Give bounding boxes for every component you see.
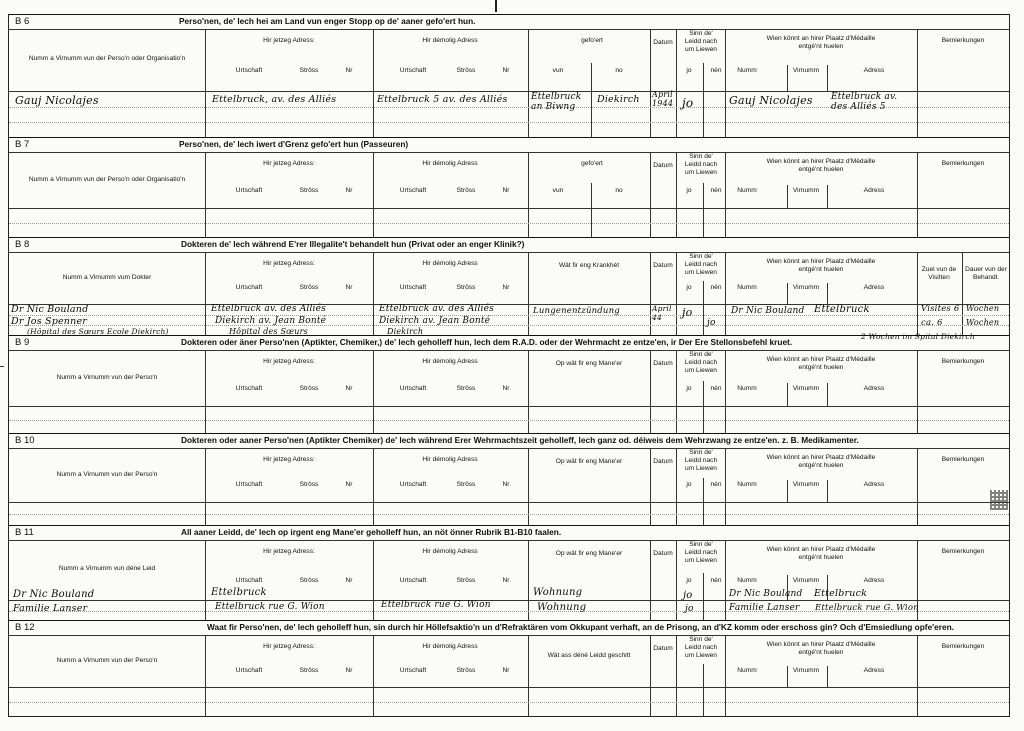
current-address-label: Hir jetzeg Adress: bbox=[263, 456, 315, 463]
date-label: Datum bbox=[653, 550, 673, 557]
medal-name-label: Numm bbox=[737, 481, 757, 489]
b6-medal-name-entry: Gauj Nicolajes bbox=[729, 94, 813, 107]
number-label: Nr bbox=[345, 667, 353, 675]
b6-former-address-entry: Ettelbruck 5 av. des Alliés bbox=[377, 94, 508, 105]
city-label: Urtschaft bbox=[399, 577, 427, 585]
number-label: Nr bbox=[502, 577, 510, 585]
extra-column-label: Op wät fir eng Mane'er bbox=[555, 458, 623, 465]
column-divider bbox=[528, 152, 529, 238]
helped-label: Leidd nach bbox=[684, 549, 718, 556]
name-column-label: Numm a Virnumm vun der Perso'n bbox=[56, 373, 158, 381]
remarks-label: Bemierkungen bbox=[941, 37, 985, 44]
former-address-label: Hir démolig Adress bbox=[422, 643, 478, 650]
b8-name-entry: Dr Nic Bouland bbox=[11, 304, 89, 315]
number-label: Nr bbox=[502, 667, 510, 675]
section-code: B 7 bbox=[15, 139, 30, 150]
binder-mark bbox=[495, 0, 497, 12]
column-divider bbox=[725, 540, 726, 621]
yes-no-divider bbox=[703, 381, 704, 434]
b6-from-entry: Ettelbruck an Biwng bbox=[531, 92, 582, 112]
number-label: Nr bbox=[345, 384, 353, 392]
b8-current-address-entry: Hôpital des Sœurs bbox=[229, 327, 308, 336]
city-label: Urtschaft bbox=[235, 186, 263, 194]
column-divider bbox=[373, 635, 374, 717]
medal-subdivider bbox=[787, 480, 788, 502]
no-label: nén bbox=[710, 577, 722, 585]
yes-no-divider bbox=[703, 281, 704, 336]
column-divider bbox=[373, 252, 374, 336]
remarks-label: Bemierkungen bbox=[941, 643, 985, 650]
extra-column-label: Wät fir eng Krankhét bbox=[558, 262, 620, 269]
b8-current-address-entry: Diekirch av. Jean Bonté bbox=[215, 316, 327, 326]
medal-name-label: Numm bbox=[737, 384, 757, 392]
medal-firstname-label: Virnumm bbox=[792, 186, 820, 194]
column-divider bbox=[528, 540, 529, 621]
yes-label: jo bbox=[686, 481, 692, 489]
header-row-divider bbox=[9, 687, 1009, 688]
medal-name-label: Numm bbox=[737, 577, 757, 585]
medal-firstname-label: Virnumm bbox=[792, 481, 820, 489]
column-divider bbox=[528, 350, 529, 434]
section-code: B 6 bbox=[15, 16, 30, 27]
city-label: Urtschaft bbox=[399, 284, 427, 292]
number-label: Nr bbox=[502, 186, 510, 194]
column-divider bbox=[205, 350, 206, 434]
transported-label: gefo'ert bbox=[581, 160, 603, 167]
helped-label: um Liewen bbox=[685, 169, 717, 176]
b8-visits-entry: ca. 6 bbox=[921, 318, 943, 328]
column-divider bbox=[725, 635, 726, 717]
data-row-divider bbox=[9, 420, 1009, 421]
section-b7 bbox=[9, 137, 1009, 238]
b6-yes-entry: jo bbox=[682, 96, 694, 110]
medal-header-label: Wien könnt an hirer Plaatz d'Médaille bbox=[766, 258, 876, 265]
b8-date-entry: April 44 bbox=[652, 304, 672, 322]
column-divider bbox=[917, 152, 918, 238]
no-label: nén bbox=[710, 384, 722, 392]
medal-name-label: Numm bbox=[737, 186, 757, 194]
b11-former-address-entry: Ettelbruck rue G. Wion bbox=[381, 600, 491, 610]
section-title: Dokteren de' lech während E'rer Illegalite't behandelt hun (Privat oder an enger Klinik?) bbox=[181, 239, 525, 249]
medal-name-label: Numm bbox=[737, 67, 757, 75]
b6-name-entry: Gauj Nicolajes bbox=[15, 94, 99, 107]
former-address-label: Hir démolig Adress bbox=[422, 456, 478, 463]
name-column-label: Numm a Virnumm vun der Perso'n oder Organisatio'n bbox=[28, 175, 186, 183]
medal-name-label: Numm bbox=[737, 667, 757, 675]
b8-medal-name-entry: Dr Nic Bouland bbox=[731, 306, 805, 316]
b11-medal-address-entry: Ettelbruck rue G. Wion bbox=[815, 603, 919, 613]
medal-subdivider bbox=[827, 283, 828, 304]
section-title: All aaner Leidd, de' lech op irgent eng Mane'er geholleff hun, an nöt önner Rubrik B1-B10 faalen. bbox=[181, 527, 562, 537]
street-label: Ströss bbox=[456, 481, 476, 489]
column-divider bbox=[917, 350, 918, 434]
number-label: Nr bbox=[345, 481, 353, 489]
medal-subdivider bbox=[787, 65, 788, 91]
name-column-label: Numm a Virnumm vun déne Leid bbox=[58, 565, 156, 573]
visits-duration-divider bbox=[962, 252, 963, 336]
visits-label: Zuel vun de Visitten bbox=[921, 266, 957, 281]
current-address-label: Hir jetzeg Adress: bbox=[263, 643, 315, 650]
city-label: Urtschaft bbox=[399, 667, 427, 675]
section-title: Dokteren oder aaner Perso'nen (Aptikter Chemiker) de' lech während Erer Wehrmachtszeit geholleff, lech ganz od. déiweis dem Wehrzwang ze entze'en. z. B. Medikamenter. bbox=[181, 435, 859, 445]
medal-subdivider bbox=[787, 666, 788, 687]
city-label: Urtschaft bbox=[399, 186, 427, 194]
column-divider bbox=[205, 152, 206, 238]
name-column-label: Numm a Virnumm vun der Perso'n bbox=[56, 470, 158, 478]
section-code: B 11 bbox=[15, 527, 34, 538]
b11-yes-entry: jo bbox=[683, 590, 693, 601]
helped-label: um Liewen bbox=[685, 269, 717, 276]
helped-label: Sinn de' bbox=[689, 153, 713, 160]
column-divider bbox=[917, 635, 918, 717]
helped-label: um Liewen bbox=[685, 367, 717, 374]
street-label: Ströss bbox=[456, 67, 476, 75]
medal-firstname-label: Virnumm bbox=[792, 577, 820, 585]
section-b12 bbox=[9, 620, 1009, 717]
yes-label: jo bbox=[686, 186, 692, 194]
current-address-label: Hir jetzeg Adress: bbox=[263, 548, 315, 555]
former-address-label: Hir démolig Adress bbox=[422, 160, 478, 167]
medal-header-label: Wien könnt an hirer Plaatz d'Médaille bbox=[766, 641, 876, 648]
no-label: nén bbox=[710, 284, 722, 292]
title-row-divider bbox=[9, 252, 1009, 253]
column-divider bbox=[650, 350, 651, 434]
column-divider bbox=[528, 252, 529, 336]
medal-name-label: Numm bbox=[737, 284, 757, 292]
medal-firstname-label: Virnumm bbox=[792, 67, 820, 75]
street-label: Ströss bbox=[299, 186, 319, 194]
title-row-divider bbox=[9, 152, 1009, 153]
number-label: Nr bbox=[345, 67, 353, 75]
helped-label: Sinn de' bbox=[689, 30, 713, 37]
yes-label: jo bbox=[686, 577, 692, 585]
helped-label: Sinn de' bbox=[689, 636, 713, 643]
yes-no-divider bbox=[703, 664, 704, 717]
column-divider bbox=[373, 540, 374, 621]
column-divider bbox=[205, 252, 206, 336]
form-sheet bbox=[8, 14, 1010, 717]
helped-label: um Liewen bbox=[685, 465, 717, 472]
helped-label: Leidd nach bbox=[684, 457, 718, 464]
b11-yes-entry: jo bbox=[685, 604, 694, 614]
date-label: Datum bbox=[653, 262, 673, 269]
medal-firstname-label: Virnumm bbox=[792, 284, 820, 292]
to-label: no bbox=[615, 67, 623, 75]
street-label: Ströss bbox=[299, 67, 319, 75]
header-row-divider bbox=[9, 406, 1009, 407]
header-row-divider bbox=[9, 502, 1009, 503]
b11-medal-address-entry: Ettelbruck bbox=[814, 588, 868, 599]
section-b8 bbox=[9, 237, 1009, 336]
helped-label: um Liewen bbox=[685, 46, 717, 53]
helped-label: Sinn de' bbox=[689, 253, 713, 260]
section-code: B 8 bbox=[15, 239, 30, 250]
title-row-divider bbox=[9, 635, 1009, 636]
city-label: Urtschaft bbox=[399, 481, 427, 489]
column-divider bbox=[676, 540, 677, 621]
b8-name-entry: Dr Jos Spenner bbox=[11, 316, 88, 327]
b11-medal-name-entry: Familie Lanser bbox=[729, 603, 800, 613]
no-label: nén bbox=[710, 481, 722, 489]
former-address-label: Hir démolig Adress bbox=[422, 548, 478, 555]
remarks-label: Bemierkungen bbox=[941, 456, 985, 463]
section-code: B 12 bbox=[15, 622, 35, 633]
to-label: no bbox=[615, 186, 623, 194]
medal-header-label: Wien könnt an hirer Plaatz d'Médaille bbox=[766, 356, 876, 363]
column-divider bbox=[650, 252, 651, 336]
city-label: Urtschaft bbox=[235, 284, 263, 292]
helped-label: Leidd nach bbox=[684, 359, 718, 366]
title-row-divider bbox=[9, 29, 1009, 30]
yes-no-divider bbox=[703, 478, 704, 526]
number-label: Nr bbox=[502, 284, 510, 292]
street-label: Ströss bbox=[299, 577, 319, 585]
section-code: B 10 bbox=[15, 435, 35, 446]
column-divider bbox=[205, 635, 206, 717]
no-label: nén bbox=[710, 67, 722, 75]
b8-former-address-entry: Diekirch av. Jean Bonté bbox=[379, 316, 491, 326]
medal-header-label: entgé'nt huelen bbox=[798, 554, 844, 561]
b8-illness-entry: Lungenentzündung bbox=[533, 306, 620, 316]
column-divider bbox=[676, 252, 677, 336]
remarks-label: Bemierkungen bbox=[941, 160, 985, 167]
number-label: Nr bbox=[502, 67, 510, 75]
helped-label: Sinn de' bbox=[689, 541, 713, 548]
street-label: Ströss bbox=[456, 667, 476, 675]
column-divider bbox=[528, 635, 529, 717]
duration-label: Dauer vun der Behandl. bbox=[965, 266, 1007, 281]
extra-column-label: Op wät fir eng Mane'er bbox=[555, 360, 623, 367]
section-title: Waat fir Perso'nen, de' lech geholleff hun, sin durch hir Höllefsaktio'n un d'Refraktären vom Okkupant verhaft, an de Prisong, an d'KZ komm oder erschoss gin? Och d'Emsiedlung opfe'eren. bbox=[207, 622, 954, 632]
column-divider bbox=[725, 350, 726, 434]
number-label: Nr bbox=[345, 186, 353, 194]
city-label: Urtschaft bbox=[235, 481, 263, 489]
section-code: B 9 bbox=[15, 337, 30, 348]
b8-current-address-entry: Ettelbruck av. des Alliés bbox=[211, 304, 326, 314]
section-title: Perso'nen, de' lech iwert d'Grenz gefo'ert hun (Passeuren) bbox=[179, 139, 409, 149]
b11-current-address-entry: Ettelbruck bbox=[211, 587, 267, 598]
street-label: Ströss bbox=[456, 284, 476, 292]
city-label: Urtschaft bbox=[235, 577, 263, 585]
medal-header-label: Wien könnt an hirer Plaatz d'Médaille bbox=[766, 546, 876, 553]
helped-label: um Liewen bbox=[685, 557, 717, 564]
b8-yes-entry: jo bbox=[682, 306, 693, 319]
medal-header-label: entgé'nt huelen bbox=[798, 166, 844, 173]
city-label: Urtschaft bbox=[399, 384, 427, 392]
medal-address-label: Adress bbox=[863, 481, 885, 489]
yes-label: jo bbox=[686, 67, 692, 75]
from-to-divider bbox=[591, 63, 592, 138]
section-b6 bbox=[9, 14, 1009, 138]
medal-header-label: entgé'nt huelen bbox=[798, 649, 844, 656]
data-row-divider bbox=[9, 223, 1009, 224]
b8-name-entry: (Hôpital des Sœurs Ecole Diekirch) bbox=[27, 327, 169, 336]
medal-subdivider bbox=[827, 65, 828, 91]
column-divider bbox=[650, 635, 651, 717]
name-column-label: Numm a Virnumm vun der Perso'n oder Organisatio'n bbox=[28, 55, 186, 63]
street-label: Ströss bbox=[299, 284, 319, 292]
section-title: Dokteren oder äner Perso'nen (Aptikter, Chemiker,) de' lech geholleff hun, lech dem R.A.D. oder der Wehrmacht ze entze'en, ir Der Ere Stellonsbefehl kruet. bbox=[181, 337, 793, 347]
medal-header-label: entgé'nt huelen bbox=[798, 462, 844, 469]
name-column-label: Numm a Virnumm vum Dokter bbox=[62, 273, 152, 281]
data-row-divider bbox=[9, 702, 1009, 703]
yes-no-divider bbox=[703, 63, 704, 138]
medal-header-label: Wien könnt an hirer Plaatz d'Médaille bbox=[766, 454, 876, 461]
city-label: Urtschaft bbox=[235, 67, 263, 75]
medal-subdivider bbox=[827, 185, 828, 208]
b11-name-entry: Dr Nic Bouland bbox=[13, 589, 95, 600]
medal-subdivider bbox=[787, 383, 788, 406]
former-address-label: Hir démolig Adress bbox=[422, 37, 478, 44]
data-row-divider bbox=[9, 514, 1009, 515]
date-label: Datum bbox=[653, 360, 673, 367]
number-label: Nr bbox=[502, 384, 510, 392]
column-divider bbox=[676, 152, 677, 238]
helped-label: Leidd nach bbox=[684, 161, 718, 168]
medal-header-label: entgé'nt huelen bbox=[798, 364, 844, 371]
remarks-label: Bemierkungen bbox=[941, 358, 985, 365]
date-label: Datum bbox=[653, 458, 673, 465]
yes-no-divider bbox=[703, 183, 704, 238]
b11-name-entry: Familie Lanser bbox=[13, 603, 88, 614]
column-divider bbox=[725, 252, 726, 336]
column-divider bbox=[725, 152, 726, 238]
current-address-label: Hir jetzeg Adress: bbox=[263, 260, 315, 267]
street-label: Ströss bbox=[456, 186, 476, 194]
yes-label: jo bbox=[686, 284, 692, 292]
medal-header-label: Wien könnt an hirer Plaatz d'Médaille bbox=[766, 158, 876, 165]
no-label: nén bbox=[710, 186, 722, 194]
city-label: Urtschaft bbox=[235, 667, 263, 675]
helped-label: Sinn de' bbox=[689, 351, 713, 358]
former-address-label: Hir démolig Adress bbox=[422, 358, 478, 365]
helped-label: Leidd nach bbox=[684, 644, 718, 651]
b6-current-address-entry: Ettelbruck, av. des Alliés bbox=[212, 94, 337, 105]
medal-address-label: Adress bbox=[863, 667, 885, 675]
number-label: Nr bbox=[345, 577, 353, 585]
street-label: Ströss bbox=[456, 577, 476, 585]
number-label: Nr bbox=[345, 284, 353, 292]
yes-no-divider bbox=[703, 573, 704, 621]
b8-former-address-entry: Diekirch bbox=[387, 327, 424, 336]
b6-to-entry: Diekirch bbox=[597, 94, 640, 105]
street-label: Ströss bbox=[299, 481, 319, 489]
column-divider bbox=[676, 635, 677, 717]
from-label: vun bbox=[552, 186, 564, 194]
margin-mark bbox=[0, 366, 4, 367]
b11-manner-entry: Wohnung bbox=[533, 587, 583, 598]
column-divider bbox=[373, 152, 374, 238]
former-address-label: Hir démolig Adress bbox=[422, 260, 478, 267]
b8-duration-entry: Wochen bbox=[966, 304, 1000, 313]
helped-label: Leidd nach bbox=[684, 38, 718, 45]
current-address-label: Hir jetzeg Adress: bbox=[263, 37, 315, 44]
from-label: vun bbox=[552, 67, 564, 75]
b8-former-address-entry: Ettelbruck av. des Alliés bbox=[379, 304, 494, 314]
transported-label: gefo'ert bbox=[581, 37, 603, 44]
medal-address-label: Adress bbox=[863, 67, 885, 75]
column-divider bbox=[205, 540, 206, 621]
title-row-divider bbox=[9, 540, 1009, 541]
name-column-label: Numm a Virnumm vun der Perso'n bbox=[56, 656, 158, 664]
title-row-divider bbox=[9, 448, 1009, 449]
medal-firstname-label: Virnumm bbox=[792, 667, 820, 675]
medal-firstname-label: Virnumm bbox=[792, 384, 820, 392]
header-row-divider bbox=[9, 208, 1009, 209]
medal-address-label: Adress bbox=[863, 284, 885, 292]
column-divider bbox=[650, 540, 651, 621]
column-divider bbox=[373, 350, 374, 434]
city-label: Urtschaft bbox=[399, 67, 427, 75]
section-b10 bbox=[9, 433, 1009, 526]
data-row-divider bbox=[9, 122, 1009, 123]
street-label: Ströss bbox=[456, 384, 476, 392]
medal-header-label: Wien könnt an hirer Plaatz d'Médaille bbox=[766, 35, 876, 42]
extra-column-label: Op wät fir eng Mane'er bbox=[555, 550, 623, 557]
b11-current-address-entry: Ettelbruck rue G. Wion bbox=[215, 602, 325, 612]
section-b9 bbox=[9, 335, 1009, 434]
street-label: Ströss bbox=[299, 384, 319, 392]
number-label: Nr bbox=[502, 481, 510, 489]
remarks-label: Bemierkungen bbox=[941, 548, 985, 555]
yes-label: jo bbox=[686, 384, 692, 392]
b11-manner-entry: Wohnung bbox=[537, 602, 587, 613]
b11-medal-name-entry: Dr Nic Bouland bbox=[729, 589, 803, 599]
from-to-divider bbox=[591, 183, 592, 238]
helped-label: Sinn de' bbox=[689, 449, 713, 456]
section-title: Perso'nen, de' lech hei am Land vun enger Stopp op de' aaner gefo'ert hun. bbox=[179, 16, 476, 26]
column-divider bbox=[917, 252, 918, 336]
b8-duration-entry: Wochen bbox=[966, 318, 1000, 327]
b6-medal-address-entry: Ettelbruck av. des Alliés 5 bbox=[831, 92, 898, 112]
medal-subdivider bbox=[827, 666, 828, 687]
medal-header-label: entgé'nt huelen bbox=[798, 266, 844, 273]
medal-header-label: entgé'nt huelen bbox=[798, 43, 844, 50]
street-label: Ströss bbox=[299, 667, 319, 675]
medal-subdivider bbox=[787, 185, 788, 208]
helped-label: Leidd nach bbox=[684, 261, 718, 268]
b8-note-entry: 2 Wochen im Spital Diekirch bbox=[861, 332, 975, 341]
current-address-label: Hir jetzeg Adress: bbox=[263, 358, 315, 365]
date-label: Datum bbox=[653, 645, 673, 652]
b6-date-entry: April 1944 bbox=[652, 90, 674, 108]
city-label: Urtschaft bbox=[235, 384, 263, 392]
medal-subdivider bbox=[787, 283, 788, 304]
medal-address-label: Adress bbox=[863, 186, 885, 194]
b8-yes-entry: jo bbox=[707, 318, 716, 328]
current-address-label: Hir jetzeg Adress: bbox=[263, 160, 315, 167]
medal-address-label: Adress bbox=[863, 384, 885, 392]
date-label: Datum bbox=[653, 39, 673, 46]
medal-address-label: Adress bbox=[863, 577, 885, 585]
b8-medal-address-entry: Ettelbruck bbox=[814, 304, 870, 315]
helped-label: um Liewen bbox=[685, 652, 717, 659]
medal-subdivider bbox=[827, 383, 828, 406]
column-divider bbox=[676, 350, 677, 434]
title-row-divider bbox=[9, 350, 1009, 351]
extra-column-label: Wät ass déné Leidd geschitt bbox=[547, 651, 631, 659]
medal-subdivider bbox=[827, 480, 828, 502]
b8-visits-entry: Visites 6 bbox=[921, 304, 960, 314]
header-row-divider bbox=[9, 600, 1009, 601]
column-divider bbox=[650, 152, 651, 238]
date-label: Datum bbox=[653, 162, 673, 169]
